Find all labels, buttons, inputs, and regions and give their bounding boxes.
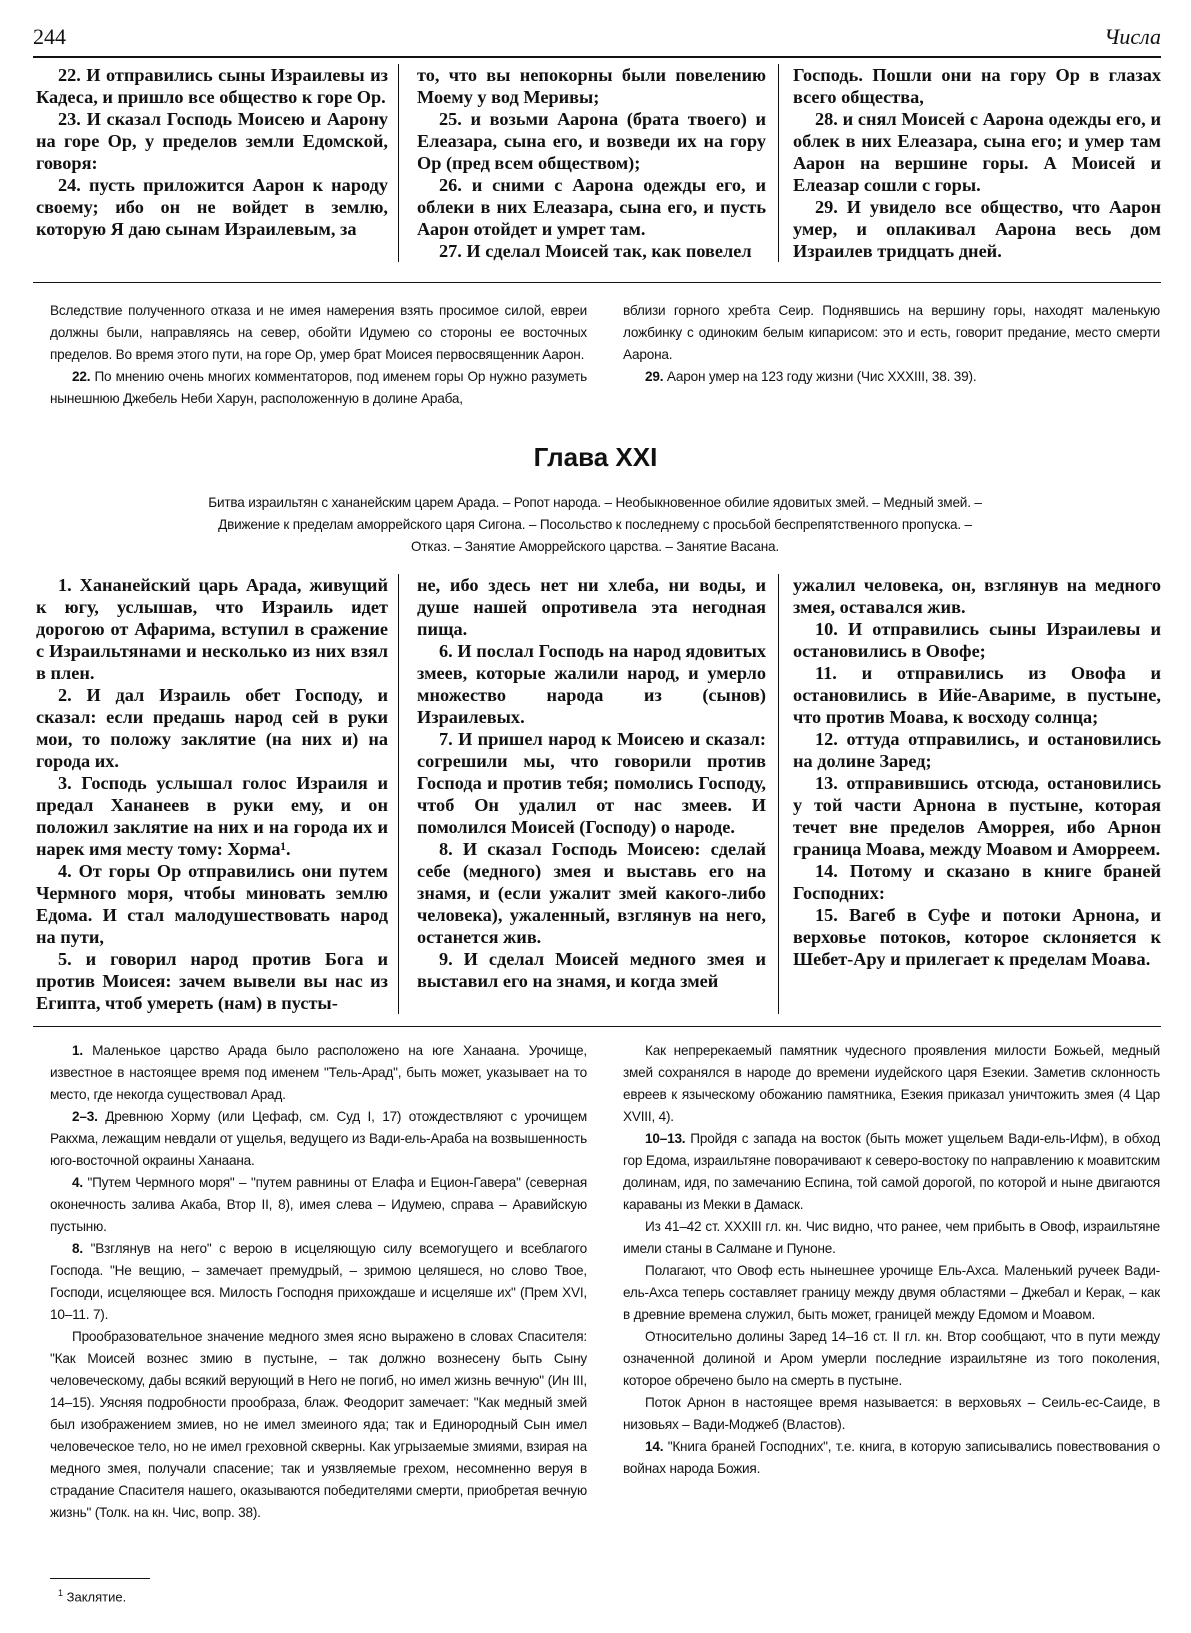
main-text-column-2 bbox=[398, 574, 778, 1014]
commentary-paragraph: вблизи горного хребта Сеир. Поднявшись на вершину горы, находят маленькую ложбинку с одиноким белым кипарисом: это и есть, говорит предание, место смерти Аарона. bbox=[623, 303, 1160, 362]
top-commentary bbox=[50, 300, 1160, 410]
verse: 15. Вагеб в Суфе и потоки Арнона, и верховье потоков, которое склоняется к Шебет-Ару и прилегает к пределам Моава. bbox=[793, 905, 1161, 969]
top-commentary-left bbox=[50, 300, 587, 410]
section-divider bbox=[33, 1026, 1161, 1027]
main-text-column-3 bbox=[778, 574, 1161, 1014]
verse: 3. Господь услышал голос Израиля и предал Хананеев в руки ему, и он положил заклятие на них и на города их и нарек имя месту тому: Хорма¹. bbox=[36, 773, 388, 859]
commentary-paragraph: Как непререкаемый памятник чудесного проявления милости Божьей, медный змей сохранялся в народе до времени иудейского царя Езекии. Заметив склонность евреев к языческому обожанию памятника, Езекия приказал уничтожить змея (4 Цар XVIII, 4). bbox=[623, 1043, 1160, 1124]
summary-line: Движение к пределам аморрейского царя Сигона. – Посольство к последнему с просьбой беспрепятственного пропуска. – bbox=[218, 517, 972, 532]
summary-line: Битва израильтян с хананейским царем Арада. – Ропот народа. – Необыкновенное обилие ядовитых змей. – Медный змей. – bbox=[208, 495, 982, 510]
verse: ужалил человека, он, взглянув на медного змея, оставался жив. bbox=[793, 575, 1161, 617]
verse: 5. и говорил народ против Бога и против Моисея: зачем вывели вы нас из Египта, чтоб умереть (нам) в пусты- bbox=[36, 949, 388, 1013]
commentary-paragraph: Относительно долины Заред 14–16 ст. II гл. кн. Втор сообщают, что в пути между означенной долиной и Аром умерли последние израильтяне из того поколения, которое обречено было на смерть в пустыне. bbox=[623, 1329, 1160, 1388]
chapter-title: Глава XXI bbox=[533, 442, 658, 472]
verse: 24. пусть приложится Аарон к народу своему; ибо он не войдет в землю, которую Я даю сынам Израилевым, за bbox=[36, 175, 388, 239]
verse: 6. И послал Господь на народ ядовитых змеев, которые жалили народ, и умерло множество народа из (сынов) Израилевых. bbox=[417, 641, 766, 727]
footnote-mark: 1 bbox=[58, 1588, 64, 1598]
verse: 14. Потому и сказано в книге браней Господних: bbox=[793, 861, 1161, 903]
commentary-paragraph: 22. По мнению очень многих комментаторов, под именем горы Ор нужно разуметь нынешнюю Джебель Неби Харун, расположенную в долине Араба, bbox=[50, 369, 587, 406]
running-title: Числа bbox=[1104, 24, 1161, 49]
verse: 23. И сказал Господь Моисею и Аарону на горе Ор, у пределов земли Едомской, говоря: bbox=[36, 109, 388, 173]
section-divider bbox=[33, 282, 1161, 283]
top-bible-text bbox=[36, 64, 1161, 262]
verse: 13. отправившись отсюда, остановились у той части Арнона в пустыне, которая течет вне пределов Аморрея, ибо Арнон граница Моава, между Моавом и Аморреем. bbox=[793, 773, 1161, 859]
verse: 8. И сказал Господь Моисею: сделай себе (медного) змея и выставь его на знамя, и (если ужалит змей какого-либо человека), ужаленный, взглянув на него, останется жив. bbox=[417, 839, 766, 947]
top-text-column-3 bbox=[778, 64, 1161, 262]
commentary-paragraph: Из 41–42 ст. XXXIII гл. кн. Чис видно, что ранее, чем прибыть в Овоф, израильтяне имели станы в Салмане и Пуноне. bbox=[623, 1219, 1160, 1256]
verse: 11. и отправились из Овофа и остановились в Ийе-Авариме, в пустыне, что против Моава, к восходу солнца; bbox=[793, 663, 1161, 727]
commentary-paragraph: 4. "Путем Чермного моря" – "путем равнины от Елафа и Ецион-Гавера" (северная оконечность залива Акаба, Втор II, 8), имея слева – Идумею, справа – Аравийскую пустыню. bbox=[50, 1175, 587, 1234]
chapter-summary bbox=[120, 492, 1070, 558]
commentary-paragraph: 29. Аарон умер на 123 году жизни (Чис XXXIII, 38. 39). bbox=[645, 369, 977, 384]
summary-line: Отказ. – Занятие Аморрейского царства. – Занятие Васана. bbox=[411, 539, 779, 554]
top-text-column-2 bbox=[398, 64, 778, 262]
verse: 4. От горы Ор отправились они путем Чермного моря, чтобы миновать землю Едома. И стал малодушествовать народ на пути, bbox=[36, 861, 388, 947]
verse: 10. И отправились сыны Израилевы и остановились в Овофе; bbox=[793, 619, 1161, 661]
verse: 1. Хананейский царь Арада, живущий к югу, услышав, что Израиль идет дорогою от Афарима, вступил в сражение с Израильтянами и несколько из них взял в плен. bbox=[36, 575, 388, 683]
commentary-paragraph: Вследствие полученного отказа и не имея намерения взять просимое силой, евреи должны были, направляясь на север, обойти Идумею со стороны ее восточных пределов. Во время этого пути, на горе Ор, умер брат Моисея первосвященник Аарон. bbox=[50, 303, 587, 362]
commentary-right bbox=[623, 1040, 1160, 1524]
top-commentary-right bbox=[623, 300, 1160, 410]
commentary-paragraph: 14. "Книга браней Господних", т.е. книга, в которую записывались повествования о войнах народа Божия. bbox=[623, 1439, 1160, 1476]
verse: то, что вы непокорны были повелению Моему у вод Меривы; bbox=[417, 65, 766, 107]
page-number: 244 bbox=[33, 24, 66, 49]
main-text-column-1 bbox=[36, 574, 398, 1014]
commentary-paragraph: 10–13. Пройдя с запада на восток (быть может ущельем Вади-ель-Ифм), в обход гор Едома, израильтяне поворачивают к северо-востоку по направлению к моавитским долинам, идя, по замечанию Еспина, той самой дорогой, по которой и ныне двигаются караваны из Мекки в Дамаск. bbox=[623, 1131, 1160, 1212]
main-commentary bbox=[50, 1040, 1160, 1524]
main-bible-text bbox=[36, 574, 1161, 1014]
verse: не, ибо здесь нет ни хлеба, ни воды, и душе нашей опротивела эта негодная пища. bbox=[417, 575, 766, 639]
commentary-paragraph: 1. Маленькое царство Арада было расположено на юге Ханаана. Урочище, известное в настоящее время под именем "Тель-Арад", быть может, указывает на то место, где некогда существовал Арад. bbox=[50, 1043, 587, 1102]
verse: 22. И отправились сыны Израилевы из Кадеса, и пришло все общество к горе Ор. bbox=[36, 65, 388, 107]
commentary-left bbox=[50, 1040, 587, 1524]
page-header bbox=[33, 22, 1161, 58]
verse: 26. и сними с Аарона одежды его, и облеки в них Елеазара, сына его, и пусть Аарон отойдет и умрет там. bbox=[417, 175, 766, 239]
verse: 9. И сделал Моисей медного змея и выставил его на знамя, и когда змей bbox=[417, 949, 766, 991]
commentary-paragraph: Прообразовательное значение медного змея ясно выражено в словах Спасителя: "Как Моисей вознес змию в пустыне, – так должно вознесену быть Сыну человеческому, дабы всякий верующий в Него не погиб, но имел жизнь вечную" (Ин III, 14–15). Уясняя подробности прообраза, блаж. Феодорит замечает: "Как медный змей был изображением змиев, но не имел змеиного яда; так и Единородный Сын имел человеческое тело, но не имел греховной скверны. Как угрызаемые змиями, взирая на медного змея, получали спасение; так и уязвляемые грехом, несомненно веруя в страдание Спасителя нашего, оказываются победителями смерти, приобретая вечную жизнь" (Толк. на кн. Чис, вопр. 38). bbox=[50, 1329, 587, 1520]
verse: 2. И дал Израиль обет Господу, и сказал: если предашь народ сей в руки мои, то положу заклятие (на них и) на города их. bbox=[36, 685, 388, 771]
verse: 12. оттуда отправились, и остановились на долине Заред; bbox=[793, 729, 1161, 771]
commentary-paragraph: Полагают, что Овоф есть нынешнее урочище Ель-Ахса. Маленький ручеек Вади-ель-Ахса теперь составляет границу между двумя областями – Джебал и Керак, – как в древние времена служил, быть может, границей между Едомом и Моавом. bbox=[623, 1263, 1160, 1322]
footnote-divider bbox=[50, 1578, 150, 1579]
verse: 27. И сделал Моисей так, как повелел bbox=[439, 241, 752, 261]
footnote bbox=[58, 1588, 126, 1604]
verse: 29. И увидело все общество, что Аарон умер, и оплакивал Аарона весь дом Израилев тридцать дней. bbox=[793, 197, 1161, 261]
top-text-column-1 bbox=[36, 64, 398, 262]
commentary-paragraph: 2–3. Древнюю Хорму (или Цефаф, см. Суд I, 17) отождествляют с урочищем Ракхма, лежащим невдали от ущелья, ведущего из Вади-ель-Араба на возвышенность юго-восточной окраины Ханаана. bbox=[50, 1109, 587, 1168]
commentary-paragraph: Поток Арнон в настоящее время называется: в верховьях – Сеиль-ес-Саиде, в низовьях – Вади-Моджеб (Властов). bbox=[623, 1395, 1160, 1432]
footnote-text: Заклятие. bbox=[63, 1589, 127, 1605]
verse: 28. и снял Моисей с Аарона одежды его, и облек в них Елеазара, сына его; и умер там Аарон на вершине горы. А Моисей и Елеазар сошли с горы. bbox=[793, 109, 1161, 195]
verse: 7. И пришел народ к Моисею и сказал: согрешили мы, что говорили против Господа и против тебя; помолись Господу, чтоб Он удалил от нас змеев. И помолился Моисей (Господу) о народе. bbox=[417, 729, 766, 837]
verse: 25. и возьми Аарона (брата твоего) и Елеазара, сына его, и возведи их на гору Ор (пред всем обществом); bbox=[417, 109, 766, 173]
verse: Господь. Пошли они на гору Ор в глазах всего общества, bbox=[793, 65, 1161, 107]
commentary-paragraph: 8. "Взглянув на него" с верою в исцеляющую силу всемогущего и всеблагого Господа. "Не вещию, – замечает премудрый, – зримою целяшеся, но слово Твое, Господи, исцеляющее вся. Милость Господня прихождаше и исцеляше их" (Прем XVI, 10–11. 7). bbox=[50, 1241, 587, 1322]
